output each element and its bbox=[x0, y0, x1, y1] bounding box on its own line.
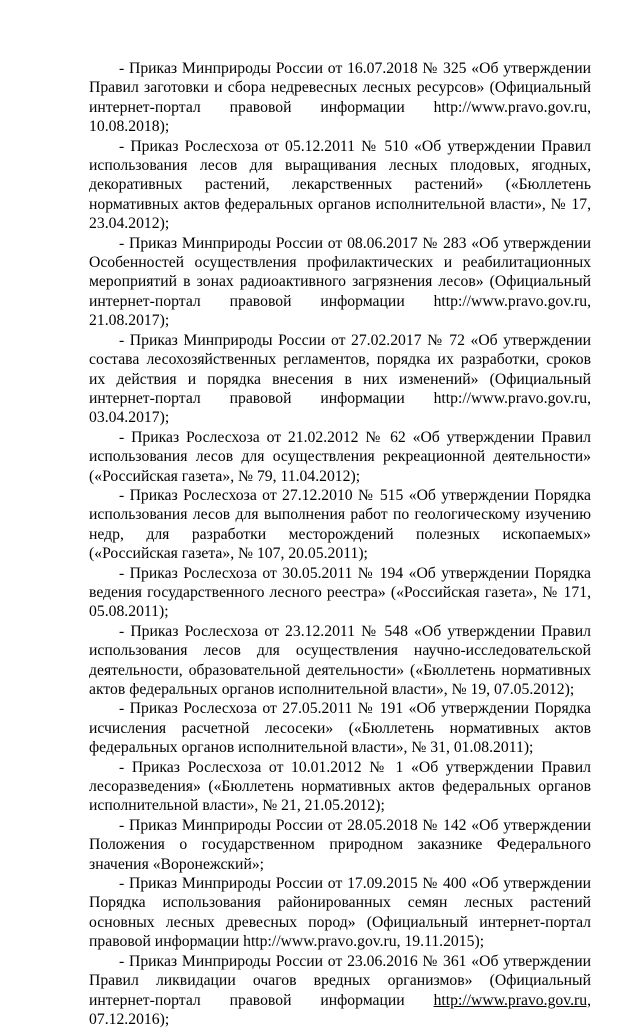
list-item: - Приказ Минприроды России от 08.06.2017 № 283 «Об утверждении Особенностей осуществления профилактических и реабилитационных мероприятий в зонах радиоактивного загрязнения лесов» (Официальный интернет-портал правовой информации http://www.pravo.gov.ru, 21.08.2017); bbox=[89, 234, 591, 330]
list-item: - Приказ Рослесхоза от 10.01.2012 № 1 «Об утверждении Правил лесоразведения» («Бюллетень нормативных актов федеральных органов исполнительной власти», № 21, 21.05.2012); bbox=[89, 758, 591, 815]
list-item: - Приказ Рослесхоза от 23.12.2011 № 548 «Об утверждении Правил использования лесов для осуществления научно-исследовательской деятельности, образовательной деятельности» («Бюллетень нормативных актов федеральных органов исполнительной власти», № 19, 07.05.2012); bbox=[89, 622, 591, 698]
list-item-text: 07.12.2016); bbox=[89, 1010, 170, 1028]
list-item: - Приказ Рослесхоза от 27.12.2010 № 515 «Об утверждении Порядка использования лесов для выполнения работ по геологическому изучению недр, для разработки месторождений полезных ископаемых» («Российская газета», № 107, 20.05.2011); bbox=[89, 486, 591, 563]
list-item: - Приказ Минприроды России от 27.02.2017 № 72 «Об утверждении состава лесохозяйственных регламентов, порядка их разработки, сроков их действия и порядка внесения в них изменений» (Официальный интернет-портал правовой информации http://www.pravo.gov.ru, 03.04.2017); bbox=[89, 331, 591, 427]
list-item: - Приказ Рослесхоза от 27.05.2011 № 191 «Об утверждении Порядка исчисления расчетной лесосеки» («Бюллетень нормативных актов федеральных органов исполнительной власти», № 31, 01.08.2011); bbox=[89, 700, 591, 757]
document-page bbox=[89, 59, 591, 1029]
list-item: - Приказ Минприроды России от 17.09.2015 № 400 «Об утверждении Порядка использования районированных семян лесных растений основных лесных древесных пород» (Официальный интернет-портал правовой информации http://www.pravo.gov.ru, 19.11.2015); bbox=[89, 875, 591, 951]
list-item-text: - Приказ Минприроды России от 23.06.2016 № 361 «Об утверждении Правил ликвидации очагов вредных организмов» (Официальный интернет-портал правовой информации bbox=[89, 952, 591, 1009]
list-item: - Приказ Минприроды России от 16.07.2018 № 325 «Об утверждении Правил заготовки и сбора недревесных лесных ресурсов» (Официальный интернет-портал правовой информации http://www.pravo.gov.ru, 10.08.2018); bbox=[89, 60, 591, 136]
list-item: - Приказ Рослесхоза от 30.05.2011 № 194 «Об утверждении Порядка ведения государственного лесного реестра» («Российская газета», № 171, 05.08.2011); bbox=[89, 564, 591, 621]
list-item bbox=[89, 952, 591, 1029]
list-item: - Приказ Рослесхоза от 05.12.2011 № 510 «Об утверждении Правил использования лесов для выращивания лесных плодовых, ягодных, декоративных растений, лекарственных растений» («Бюллетень нормативных актов федеральных органов исполнительной власти», № 17, 23.04.2012); bbox=[89, 137, 591, 233]
pravo-gov-link[interactable]: http://www.pravo.gov.ru, bbox=[433, 991, 591, 1009]
list-item: - Приказ Рослесхоза от 21.02.2012 № 62 «Об утверждении Правил использования лесов для осуществления рекреационной деятельности» («Российская газета», № 79, 11.04.2012); bbox=[89, 428, 591, 485]
list-item: - Приказ Минприроды России от 28.05.2018 № 142 «Об утверждении Положения о государственном природном заказнике Федерального значения «Воронежский»; bbox=[89, 816, 591, 873]
